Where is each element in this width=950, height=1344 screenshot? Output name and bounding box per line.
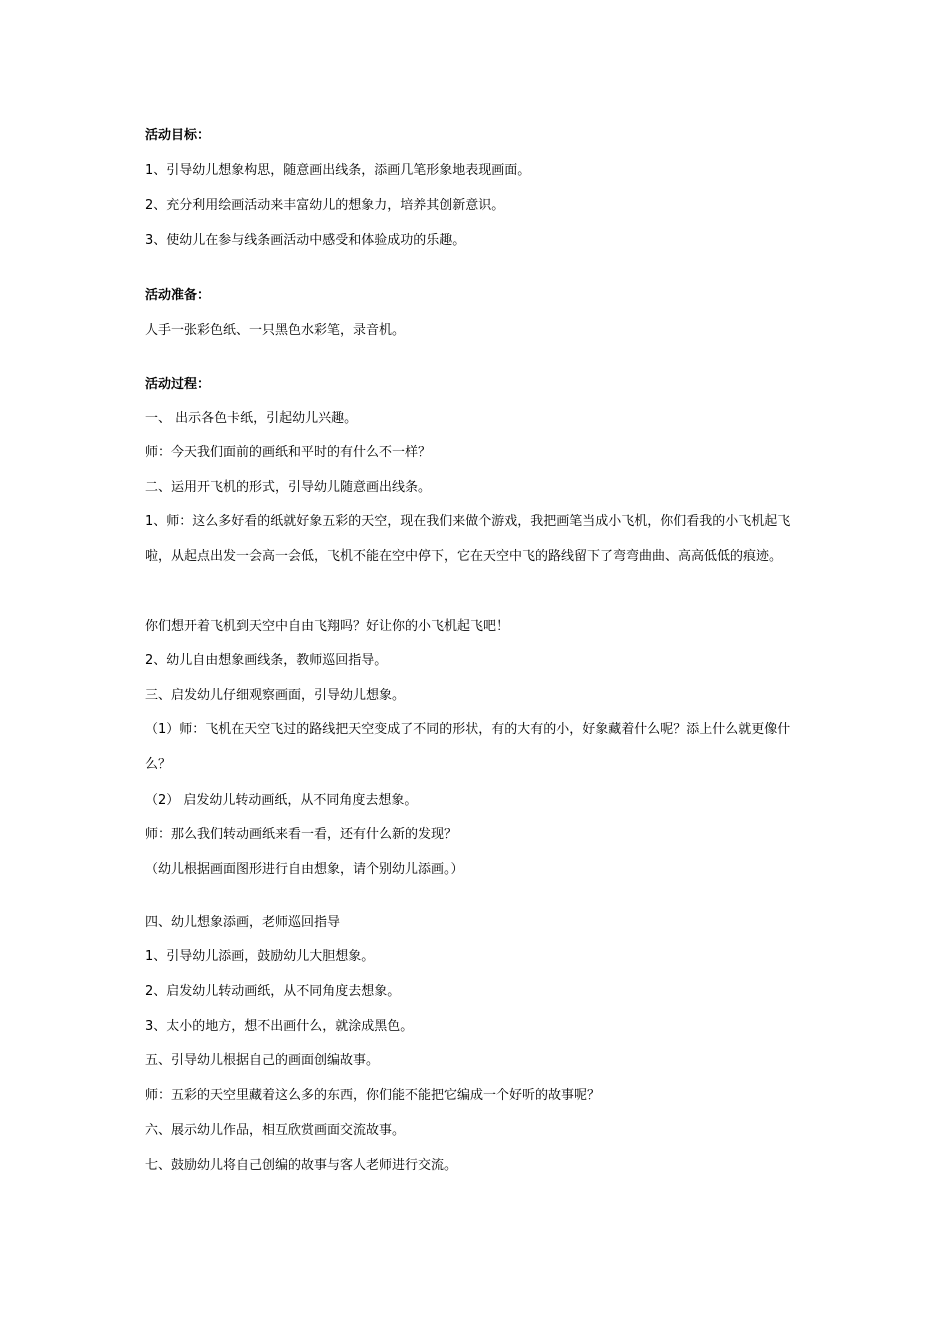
process-item: 一、 出示各色卡纸，引起幼儿兴趣。: [145, 411, 358, 426]
process-item: 五、引导幼儿根据自己的画面创编故事。: [145, 1053, 380, 1068]
process-paragraph: （1）师：飞机在天空飞过的路线把天空变成了不同的形状，有的大有的小，好象藏着什么呢？添上什么就更像什么？: [145, 722, 791, 772]
process-item: 三、启发幼儿仔细观察画面，引导幼儿想象。: [145, 688, 406, 703]
process-item: 你们想开着飞机到天空中自由飞翔吗？好让你的小飞机起飞吧！: [145, 619, 510, 634]
process-item: 2、幼儿自由想象画线条，教师巡回指导。: [145, 653, 388, 668]
goal-item: 3、使幼儿在参与线条画活动中感受和体验成功的乐趣。: [145, 233, 466, 248]
process-item: 2、启发幼儿转动画纸，从不同角度去想象。: [145, 984, 401, 999]
process-item: 七、鼓励幼儿将自己创编的故事与客人老师进行交流。: [145, 1158, 458, 1173]
process-item: 二、运用开飞机的形式，引导幼儿随意画出线条。: [145, 480, 432, 495]
goal-item: 2、充分利用绘画活动来丰富幼儿的想象力，培养其创新意识。: [145, 198, 505, 213]
process-item: （2） 启发幼儿转动画纸，从不同角度去想象。: [145, 793, 418, 808]
prep-text: 人手一张彩色纸、一只黑色水彩笔，录音机。: [145, 323, 406, 338]
process-paragraph: 1、师：这么多好看的纸就好象五彩的天空，现在我们来做个游戏，我把画笔当成小飞机，你们看我的小飞机起飞啦，从起点出发一会高一会低，飞机不能在空中停下，它在天空中飞的路线留下了弯弯曲曲、高高低低的痕迹。: [145, 514, 791, 564]
process-item: 3、太小的地方，想不出画什么，就涂成黑色。: [145, 1019, 414, 1034]
process-item: 师：五彩的天空里藏着这么多的东西，你们能不能把它编成一个好听的故事呢？: [145, 1088, 601, 1103]
process-item: 六、展示幼儿作品，相互欣赏画面交流故事。: [145, 1123, 406, 1138]
process-item: （幼儿根据画面图形进行自由想象，请个别幼儿添画。）: [145, 862, 464, 877]
goal-item: 1、引导幼儿想象构思，随意画出线条，添画几笔形象地表现画面。: [145, 163, 531, 178]
prep-heading: 活动准备：: [145, 288, 211, 303]
process-item: 1、引导幼儿添画，鼓励幼儿大胆想象。: [145, 949, 375, 964]
process-heading: 活动过程：: [145, 377, 211, 392]
process-item: 四、幼儿想象添画，老师巡回指导: [145, 915, 341, 930]
process-item: 师：那么我们转动画纸来看一看，还有什么新的发现？: [145, 827, 458, 842]
goals-heading: 活动目标：: [145, 128, 211, 143]
process-item: 师：今天我们面前的画纸和平时的有什么不一样？: [145, 445, 432, 460]
